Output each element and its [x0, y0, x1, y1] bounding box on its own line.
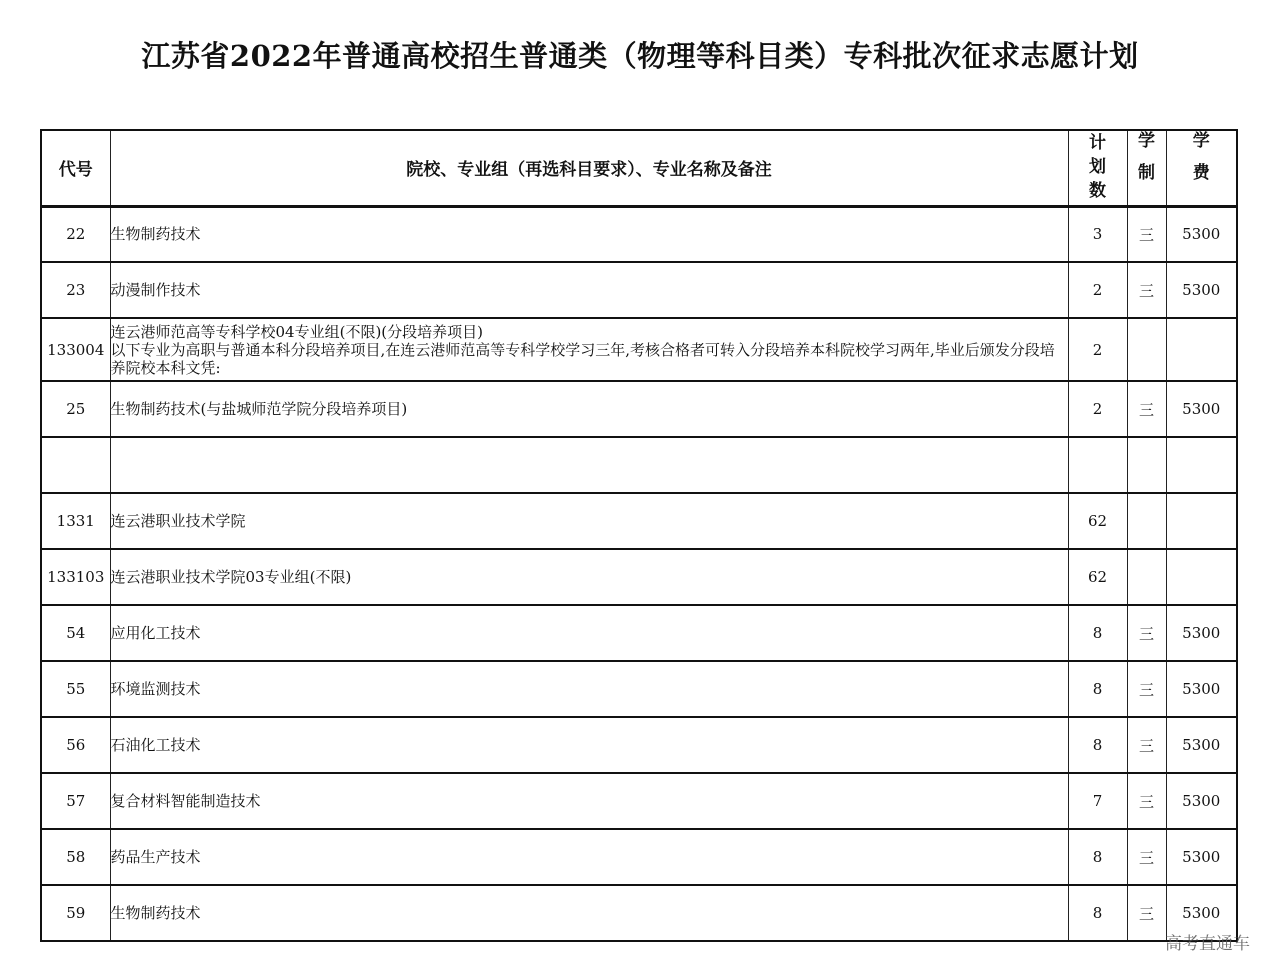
cell-fee: 5300: [1166, 661, 1237, 717]
cell-length: 三: [1127, 262, 1166, 318]
table-row: [41, 437, 1237, 493]
cell-length: 三: [1127, 885, 1166, 941]
cell-name: 生物制药技术: [110, 206, 1068, 262]
header-tuition: [1166, 130, 1237, 206]
page-title: 江苏省2022年普通高校招生普通类（物理等科目类）专科批次征求志愿计划: [141, 39, 1139, 73]
cell-length: [1127, 493, 1166, 549]
cell-plan: 8: [1068, 829, 1127, 885]
cell-length: 三: [1127, 206, 1166, 262]
cell-plan: [1068, 437, 1127, 493]
cell-name: 动漫制作技术: [110, 262, 1068, 318]
header-fee-top: 学: [1192, 131, 1210, 151]
cell-plan: 8: [1068, 717, 1127, 773]
cell-name: [110, 437, 1068, 493]
cell-fee: 5300: [1166, 829, 1237, 885]
cell-name: 生物制药技术(与盐城师范学院分段培养项目): [110, 381, 1068, 437]
cell-plan: 2: [1068, 262, 1127, 318]
cell-plan: 7: [1068, 773, 1127, 829]
cell-name: 连云港职业技术学院: [110, 493, 1068, 549]
cell-fee: [1166, 549, 1237, 605]
header-length-bottom: 制: [1138, 163, 1155, 183]
enrollment-plan-table: [40, 129, 1238, 942]
cell-fee: [1166, 318, 1237, 381]
cell-plan: 8: [1068, 885, 1127, 941]
table-row: [41, 773, 1237, 829]
header-plan-count: [1068, 130, 1127, 206]
cell-length: 三: [1127, 829, 1166, 885]
cell-fee: [1166, 493, 1237, 549]
cell-code: 23: [41, 262, 110, 318]
cell-length: 三: [1127, 717, 1166, 773]
cell-code: 1331: [41, 493, 110, 549]
header-fee-bottom: 费: [1192, 163, 1210, 183]
cell-name: 药品生产技术: [110, 829, 1068, 885]
table-row: [41, 605, 1237, 661]
cell-fee: [1166, 437, 1237, 493]
cell-code: 58: [41, 829, 110, 885]
table-row: [41, 829, 1237, 885]
cell-code: [41, 437, 110, 493]
cell-name: 连云港职业技术学院03专业组(不限): [110, 549, 1068, 605]
cell-code: 133004: [41, 318, 110, 381]
cell-plan: 62: [1068, 493, 1127, 549]
table-row: [41, 717, 1237, 773]
cell-name: [110, 318, 1068, 381]
cell-code: 59: [41, 885, 110, 941]
cell-fee: 5300: [1166, 885, 1237, 941]
cell-code: 133103: [41, 549, 110, 605]
cell-plan: 8: [1068, 605, 1127, 661]
header-length-top: 学: [1138, 131, 1155, 151]
cell-length: 三: [1127, 773, 1166, 829]
header-study-length: [1127, 130, 1166, 206]
cell-length: [1127, 549, 1166, 605]
table-row: [41, 885, 1237, 941]
header-code: 代号: [41, 130, 110, 206]
table-row: [41, 549, 1237, 605]
header-name: 院校、专业组（再选科目要求）、专业名称及备注: [110, 130, 1068, 206]
cell-name: 环境监测技术: [110, 661, 1068, 717]
cell-fee: 5300: [1166, 206, 1237, 262]
cell-code: 22: [41, 206, 110, 262]
cell-length: [1127, 437, 1166, 493]
cell-fee: 5300: [1166, 717, 1237, 773]
cell-name: 生物制药技术: [110, 885, 1068, 941]
cell-length: 三: [1127, 381, 1166, 437]
cell-name: 应用化工技术: [110, 605, 1068, 661]
cell-code: 56: [41, 717, 110, 773]
cell-code: 54: [41, 605, 110, 661]
cell-length: 三: [1127, 605, 1166, 661]
watermark: 高考直通车: [1165, 934, 1250, 954]
table-row: [41, 206, 1237, 262]
table-row: [41, 318, 1237, 381]
table-row: [41, 493, 1237, 549]
group-name: 连云港师范高等专科学校04专业组(不限)(分段培养项目): [110, 322, 483, 341]
cell-code: 25: [41, 381, 110, 437]
cell-plan: 62: [1068, 549, 1127, 605]
cell-length: 三: [1127, 661, 1166, 717]
header-plan-char: 计: [1089, 133, 1106, 153]
group-note: 以下专业为高职与普通本科分段培养项目,在连云港师范高等专科学校学习三年,考核合格者可转入分段培养本科院校学习两年,毕业后颁发分段培养院校本科文凭:: [110, 340, 1055, 377]
cell-fee: 5300: [1166, 262, 1237, 318]
cell-fee: 5300: [1166, 605, 1237, 661]
cell-code: 57: [41, 773, 110, 829]
cell-plan: 3: [1068, 206, 1127, 262]
table-row: [41, 661, 1237, 717]
cell-plan: 2: [1068, 381, 1127, 437]
header-plan-char: 数: [1089, 181, 1106, 201]
cell-code: 55: [41, 661, 110, 717]
cell-length: [1127, 318, 1166, 381]
cell-plan: 8: [1068, 661, 1127, 717]
table-row: [41, 381, 1237, 437]
cell-plan: 2: [1068, 318, 1127, 381]
cell-fee: 5300: [1166, 773, 1237, 829]
cell-fee: 5300: [1166, 381, 1237, 437]
table-header-row: [41, 130, 1237, 206]
cell-name: 石油化工技术: [110, 717, 1068, 773]
table-row: [41, 262, 1237, 318]
cell-name: 复合材料智能制造技术: [110, 773, 1068, 829]
header-plan-char: 划: [1089, 157, 1106, 177]
